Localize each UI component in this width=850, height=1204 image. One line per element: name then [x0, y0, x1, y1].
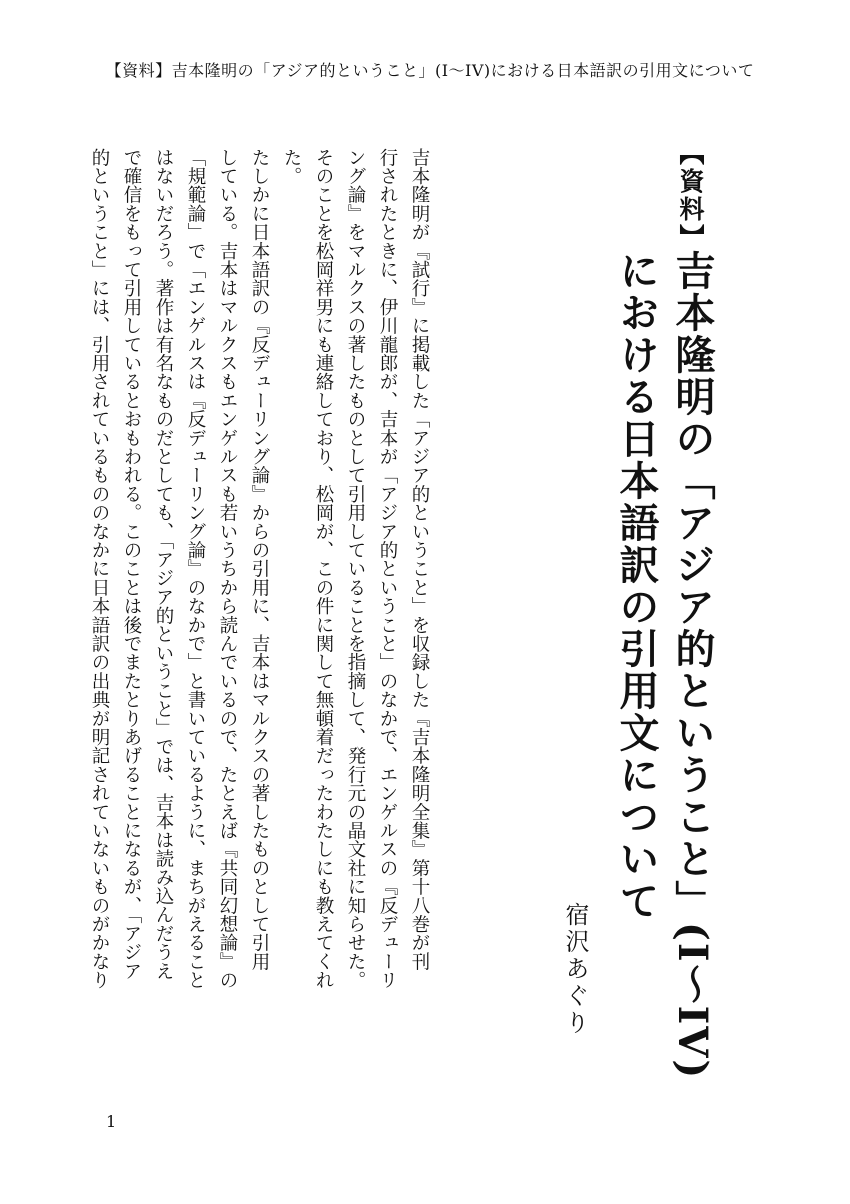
article-title-line-2: における日本語訳の引用文について: [613, 250, 660, 922]
body-column-8: 「規範論」で「エンゲルスは『反デューリング論』のなかで」と書いているように、まちがえること: [185, 148, 206, 990]
author-name: 宿沢あぐり: [561, 902, 589, 1037]
page-number: 1: [106, 1112, 117, 1131]
body-column-5: た。: [281, 148, 302, 186]
article-tag: 【資料】: [676, 140, 705, 252]
body-column-6: たしかに日本語訳の『反デューリング論』からの引用に、吉本はマルクスの著したものとして引用: [249, 148, 270, 971]
body-column-11: 的ということ」には、引用されているもののなかに日本語訳の出典が明記されていないものがかなり: [89, 148, 110, 990]
running-header: 【資料】吉本隆明の「アジア的ということ」(I〜IV)における日本語訳の引用文について: [105, 61, 755, 80]
body-column-10: で確信をもって引用しているとおもわれる。このことは後でまたとりあげることになるが、「アジア: [121, 148, 142, 981]
body-column-1: 吉本隆明が『試行』に掲載した「アジア的ということ」を収録した『吉本隆明全集』第十八巻が刊: [409, 148, 430, 971]
body-column-2: 行されたときに、伊川龍郎が、吉本が「アジア的ということ」のなかで、エンゲルスの『反デューリ: [377, 148, 398, 990]
body-column-3: ング論』をマルクスの著したものとして引用していることを指摘して、発行元の晶文社に知らせた。: [345, 148, 366, 990]
body-column-4: そのことを松岡祥男にも連絡しており、松岡が、この件に関して無頓着だったわたしにも教えてくれ: [313, 148, 334, 990]
body-column-7: している。吉本はマルクスもエンゲルスも若いうちから読んでいるので、たとえば『共同幻想論』の: [217, 148, 238, 990]
article-title-line-1: 吉本隆明の「アジア的ということ」(I〜IV): [669, 250, 716, 1081]
body-column-9: はないだろう。著作は有名なものだとしても、「アジア的ということ」では、吉本は読み込んだうえ: [153, 148, 174, 981]
